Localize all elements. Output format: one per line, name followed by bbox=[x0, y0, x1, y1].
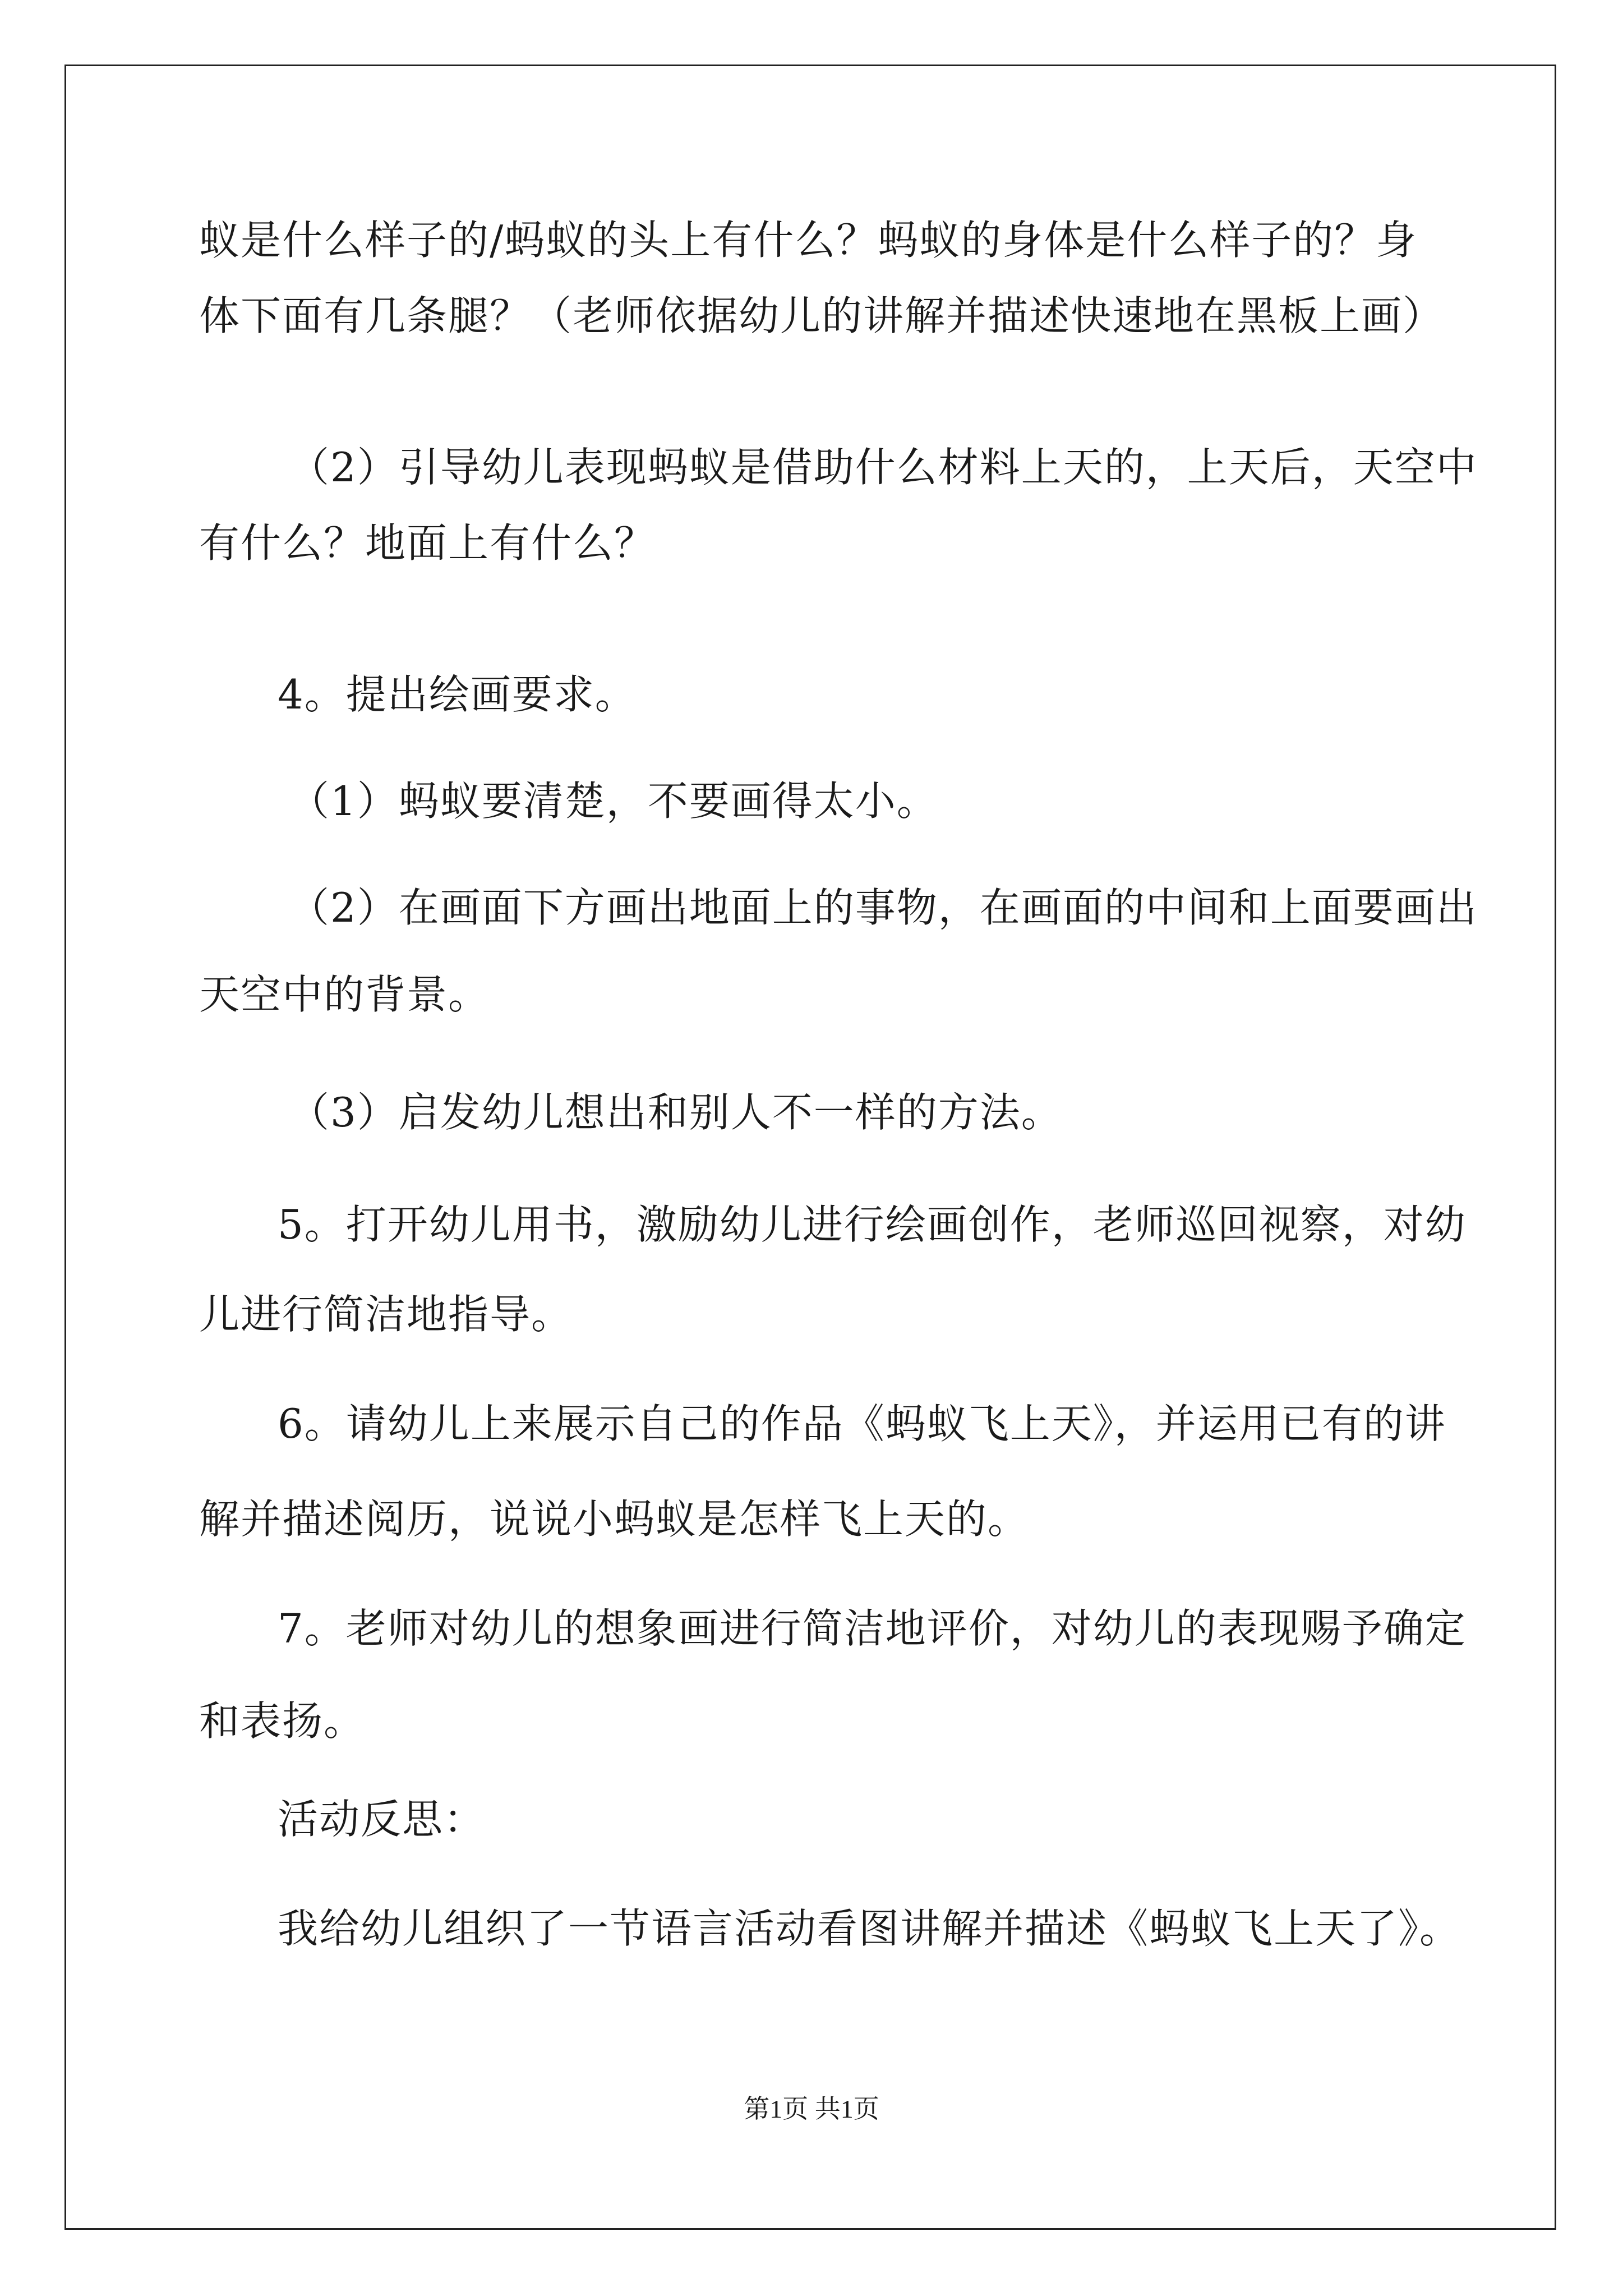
paragraph-line: （1）蚂蚁要清楚，不要画得太小。 bbox=[289, 777, 938, 825]
paragraph-line: 和表扬。 bbox=[199, 1697, 366, 1745]
paragraph-line: （3）启发幼儿想出和别人不一样的方法。 bbox=[289, 1089, 1063, 1136]
paragraph-line: 天空中的背景。 bbox=[199, 971, 490, 1018]
paragraph-line: 活动反思： bbox=[278, 1796, 486, 1843]
paragraph-line: 我给幼儿组织了一节语言活动看图讲解并描述《蚂蚁飞上天了》。 bbox=[278, 1905, 1461, 1952]
page-footer: 第1页 共1页 bbox=[744, 2095, 879, 2123]
paragraph-line: 儿进行简洁地指导。 bbox=[199, 1291, 573, 1338]
paragraph-line: 5。打开幼儿用书，激励幼儿进行绘画创作，老师巡回视察，对幼 bbox=[278, 1201, 1467, 1248]
paragraph-line: （2）引导幼儿表现蚂蚁是借助什么材料上天的，上天后，天空中 bbox=[289, 444, 1478, 491]
paragraph-line: 4。提出绘画要求。 bbox=[278, 671, 637, 718]
paragraph-line: 解并描述阅历，说说小蚂蚁是怎样飞上天的。 bbox=[199, 1496, 1030, 1543]
paragraph-line: 蚁是什么样子的/蚂蚁的头上有什么？蚂蚁的身体是什么样子的？身 bbox=[199, 217, 1418, 264]
paragraph-line: 有什么？地面上有什么？ bbox=[199, 519, 656, 567]
paragraph-line: 体下面有几条腿？（老师依据幼儿的讲解并描述快速地在黑板上画） bbox=[199, 292, 1445, 339]
paragraph-line: （2）在画面下方画出地面上的事物，在画面的中间和上面要画出 bbox=[289, 884, 1478, 931]
paragraph-line: 7。老师对幼儿的想象画进行简洁地评价，对幼儿的表现赐予确定 bbox=[278, 1605, 1467, 1652]
paragraph-line: 6。请幼儿上来展示自己的作品《蚂蚁飞上天》，并运用已有的讲 bbox=[278, 1400, 1446, 1447]
